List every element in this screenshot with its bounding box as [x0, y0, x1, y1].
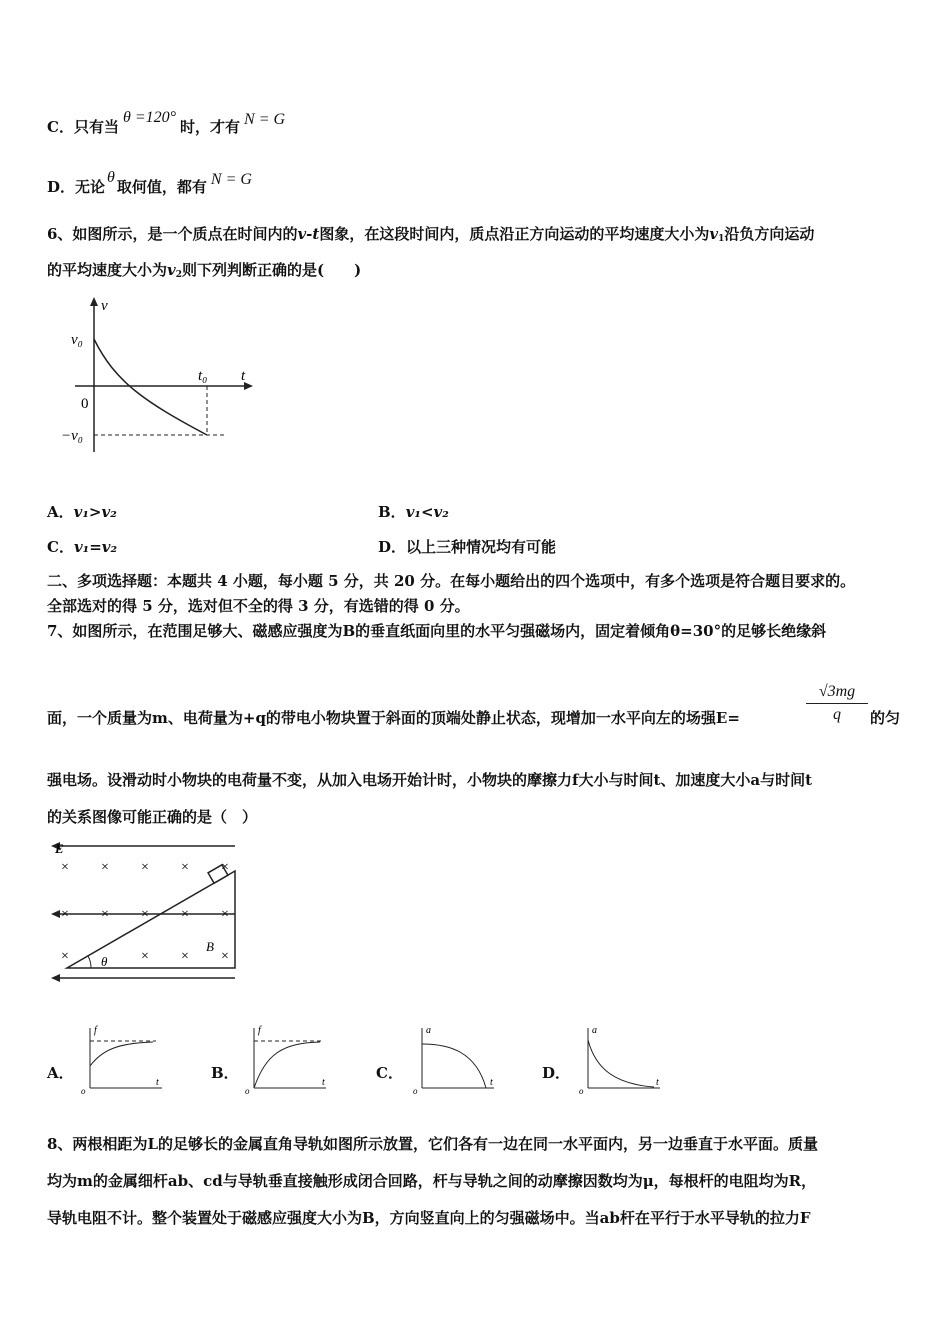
q7-option-a-label: A．	[47, 1064, 74, 1082]
n-equals-g: N = G	[244, 111, 286, 128]
q6-vt-graph	[55, 292, 265, 462]
q7-option-d-label: D．	[542, 1064, 571, 1082]
q6-option-b: B．v₁<v₂	[378, 503, 449, 521]
q8-stem-line-1: 8、两根相距为L的足够长的金属直角导轨如图所示放置，它们各有一边在同一水平面内，另一边垂直于水平面。质量	[47, 1135, 818, 1153]
cross-mark: ×	[221, 860, 229, 875]
t-axis-label: t	[241, 368, 246, 384]
q7-stem-line-1: 7、如图所示，在范围足够大、磁感应强度为B的垂直纸面向里的水平匀强磁场内，固定着倾角θ=30°的足够长绝缘斜	[47, 622, 827, 640]
cross-mark: ×	[181, 949, 189, 964]
theta-condition: θ =120°	[122, 109, 177, 126]
e-field-arrow-bottom	[51, 974, 60, 982]
q7-graph-a	[78, 1022, 168, 1094]
curve	[588, 1040, 654, 1087]
theta-label: θ	[101, 954, 108, 969]
cross-mark: ×	[61, 907, 69, 922]
cross-mark: ×	[181, 860, 189, 875]
q7-field-fraction	[806, 683, 868, 724]
origin-label: o	[245, 1086, 250, 1094]
theta-symbol: θ	[107, 169, 115, 186]
q7-graph-c	[410, 1022, 500, 1094]
section2-header-line-1: 二、多项选择题：本题共 4 小题，每小题 5 分，共 20 分。在每小题给出的四个选项中，有多个选项是符合题目要求的。	[47, 572, 856, 590]
e-field-arrow-middle	[51, 910, 60, 918]
q6-stem-line-2: 的平均速度大小为$v_2$则下列判断正确的是( )	[47, 261, 362, 280]
cross-mark: ×	[221, 907, 229, 922]
q5-option-c: C．只有当θ =120°时，才有 N = G	[47, 109, 286, 136]
curve	[422, 1044, 486, 1088]
y-label: a	[592, 1025, 597, 1036]
section2-header-line-2: 全部选对的得 5 分，选对但不全的得 3 分，有选错的得 0 分。	[47, 597, 470, 615]
neg-v0-label: −v₀	[61, 428, 83, 444]
fraction-numerator: √3mg	[818, 683, 856, 700]
v-axis-label: v	[101, 298, 108, 314]
cross-mark: ×	[221, 949, 229, 964]
fraction-bar	[806, 703, 868, 704]
v0-label: v₀	[71, 332, 83, 348]
v-axis-arrow	[90, 297, 98, 306]
q6-option-d: D．以上三种情况均有可能	[378, 538, 557, 556]
cross-mark: ×	[101, 907, 109, 922]
x-label: t	[656, 1077, 659, 1088]
cross-mark: ×	[141, 907, 149, 922]
x-label: t	[156, 1077, 159, 1088]
q7-option-c-label: C．	[376, 1064, 403, 1082]
q5-option-d: D．无论θ取何值，都有 N = G	[47, 169, 252, 196]
q7-graph-d	[576, 1022, 666, 1094]
cross-mark: ×	[141, 860, 149, 875]
cross-mark: ×	[61, 860, 69, 875]
q7-stem-line-2: 面，一个质量为m、电荷量为+q的带电小物块置于斜面的顶端处静止状态，现增加一水平向左的场强E=	[47, 709, 740, 727]
q7-stem-line-4: 的关系图像可能正确的是（ ）	[47, 808, 258, 826]
q7-graph-b	[242, 1022, 332, 1094]
fraction-denominator: q	[833, 706, 841, 723]
origin-label: 0	[81, 396, 89, 412]
x-label: t	[490, 1077, 493, 1088]
cross-mark: ×	[61, 949, 69, 964]
vt-curve	[94, 339, 207, 435]
y-label: f	[94, 1025, 97, 1036]
n-equals-g: N = G	[210, 171, 252, 188]
q6-stem-line-1: 6、如图所示，是一个质点在时间内的v-t图象，在这段时间内，质点沿正方向运动的平均速度大小为$v_1$沿负方向运动	[47, 225, 815, 244]
q6-option-a: A．v₁>v₂	[47, 503, 117, 521]
origin-label: o	[81, 1086, 86, 1094]
y-label: f	[258, 1025, 261, 1036]
y-label: a	[426, 1025, 431, 1036]
origin-label: o	[579, 1086, 584, 1094]
q7-option-b-label: B．	[211, 1064, 239, 1082]
curve	[90, 1042, 153, 1066]
origin-label: o	[413, 1086, 418, 1094]
e-label: E	[55, 841, 64, 856]
cross-mark: ×	[141, 949, 149, 964]
q8-stem-line-2: 均为m的金属细杆ab、cd与导轨垂直接触形成闭合回路，杆与导轨之间的动摩擦因数均为μ，每根杆的电阻均为R，	[47, 1172, 817, 1190]
curve	[254, 1042, 320, 1088]
angle-arc	[88, 956, 91, 968]
q7-stem-line-2-end: 的匀	[870, 709, 901, 727]
cross-mark: ×	[101, 860, 109, 875]
b-label: B	[206, 939, 214, 954]
cross-mark: ×	[181, 907, 189, 922]
q8-stem-line-3: 导轨电阻不计。整个装置处于磁感应强度大小为B，方向竖直向上的匀强磁场中。当ab杆在平行于水平导轨的拉力F	[47, 1209, 811, 1227]
q7-incline-figure	[45, 838, 245, 988]
t0-label: t₀	[198, 368, 208, 384]
t-axis-arrow	[244, 382, 253, 390]
x-label: t	[322, 1077, 325, 1088]
q7-stem-line-3: 强电场。设滑动时小物块的电荷量不变，从加入电场开始计时，小物块的摩擦力f大小与时间t、加速度大小a与时间t	[47, 771, 813, 789]
magnetic-field-crosses	[61, 860, 229, 964]
q6-option-c: C．v₁=v₂	[47, 538, 118, 556]
